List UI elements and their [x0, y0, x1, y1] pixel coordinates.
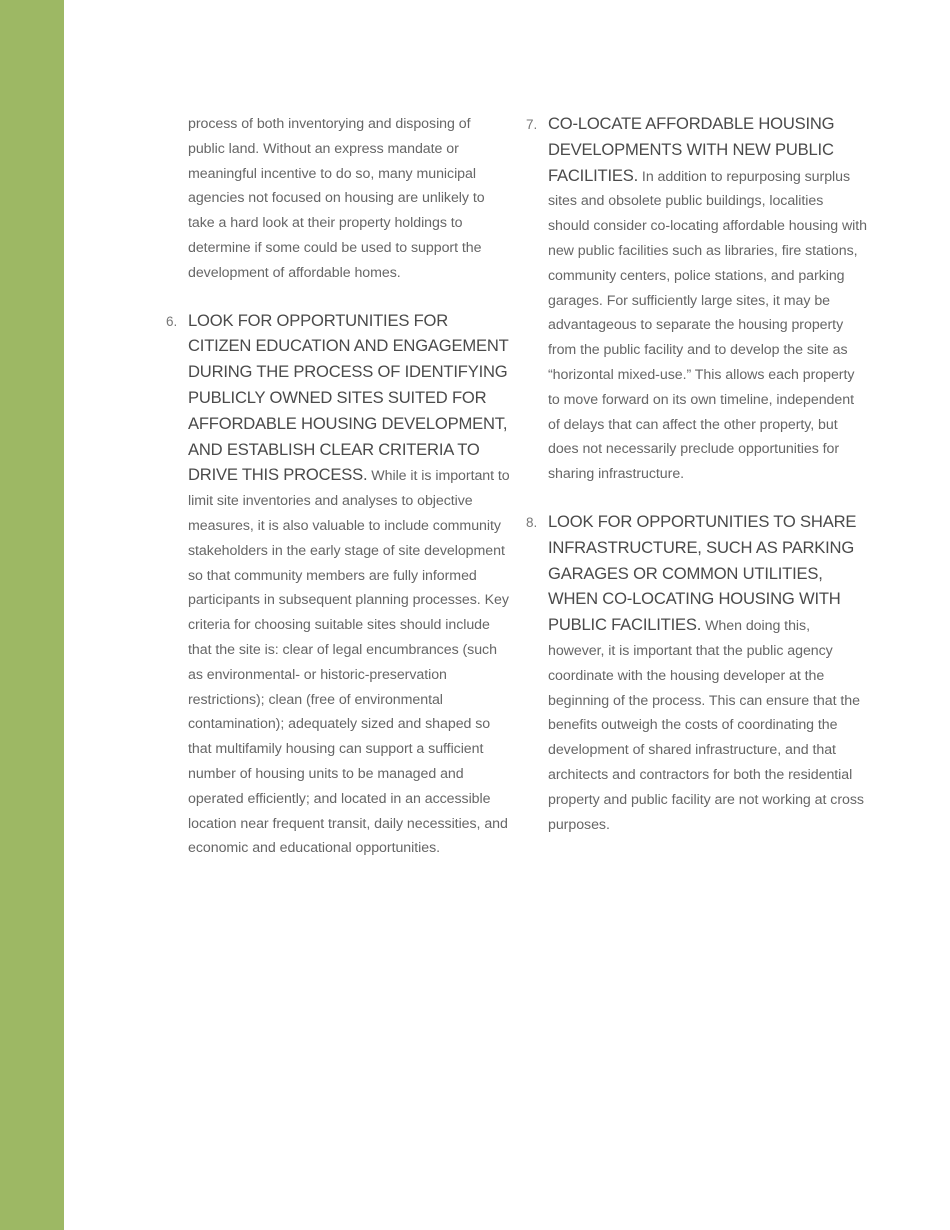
item-number: 6. — [166, 313, 178, 329]
item-content — [188, 309, 510, 862]
item-number: 7. — [526, 117, 538, 132]
item-content — [548, 510, 868, 837]
item-body-text: When doing this, however, it is important that the public agency coordinate with the housing developer at the beginning of the process. This can ensure that the benefits outweigh the costs of coordinating the development of shared infrastructure, and that architects and contractors for both the residential property and public facility are not working at cross purposes. — [548, 618, 864, 833]
item-heading: CO-LOCATE AFFORDABLE HOUSING DEVELOPMENTS WITH NEW PUBLIC FACILITIES. — [548, 114, 835, 185]
right-column — [520, 112, 868, 837]
item-body-text: While it is important to limit site inventories and analyses to objective measures, it is also valuable to include community stakeholders in the early stage of site development so that community members are fully informed participants in subsequent planning processes. Key criteria for choosing suitable sites should include that the site is: clear of legal encumbrances (such as environmental- or historic-preservation restrictions); clean (free of environmental contamination); adequately sized and shaped so that multifamily housing can support a sufficient number of housing units to be managed and operated efficiently; and located in an accessible location near frequent transit, daily necessities, and economic and educational opportunities. — [188, 468, 510, 857]
item-number: 8. — [526, 514, 538, 530]
continuation-paragraph: process of both inventorying and disposing of public land. Without an express mandate or meaningful incentive to do so, many municipal agencies not focused on housing are unlikely to take a hard look at their property holdings to determine if some could be used to support the development of affordable homes. — [188, 116, 485, 281]
left-column — [160, 112, 510, 861]
item-content — [548, 112, 868, 487]
item-body-text: In addition to repurposing surplus sites and obsolete public buildings, localities should consider co-locating affordable housing with new public facilities such as libraries, fire stations, community centers, police stations, and parking garages. For sufficiently large sites, it may be advantageous to separate the housing property from the public facility and to develop the site as “horizontal mixed-use.” This allows each property to move forward on its own timeline, independent of delays that can affect the other property, but does not necessarily preclude opportunities for sharing infrastructure. — [548, 168, 867, 483]
item-heading: LOOK FOR OPPORTUNITIES FOR CITIZEN EDUCATION AND ENGAGEMENT DURING THE PROCESS OF IDENTIFYING PUBLICLY OWNED SITES SUITED FOR AFFORDABLE HOUSING DEVELOPMENT, AND ESTABLISH CLEAR CRITERIA TO DRIVE THIS PROCESS. — [188, 310, 509, 485]
list-item-8 — [520, 510, 868, 837]
green-side-band — [0, 0, 64, 1230]
item-heading: LOOK FOR OPPORTUNITIES TO SHARE INFRASTRUCTURE, SUCH AS PARKING GARAGES OR COMMON UTILITIES, WHEN CO-LOCATING HOUSING WITH PUBLIC FACILITIES. — [548, 511, 857, 635]
list-item-7 — [520, 112, 868, 487]
list-item-6 — [160, 309, 510, 862]
